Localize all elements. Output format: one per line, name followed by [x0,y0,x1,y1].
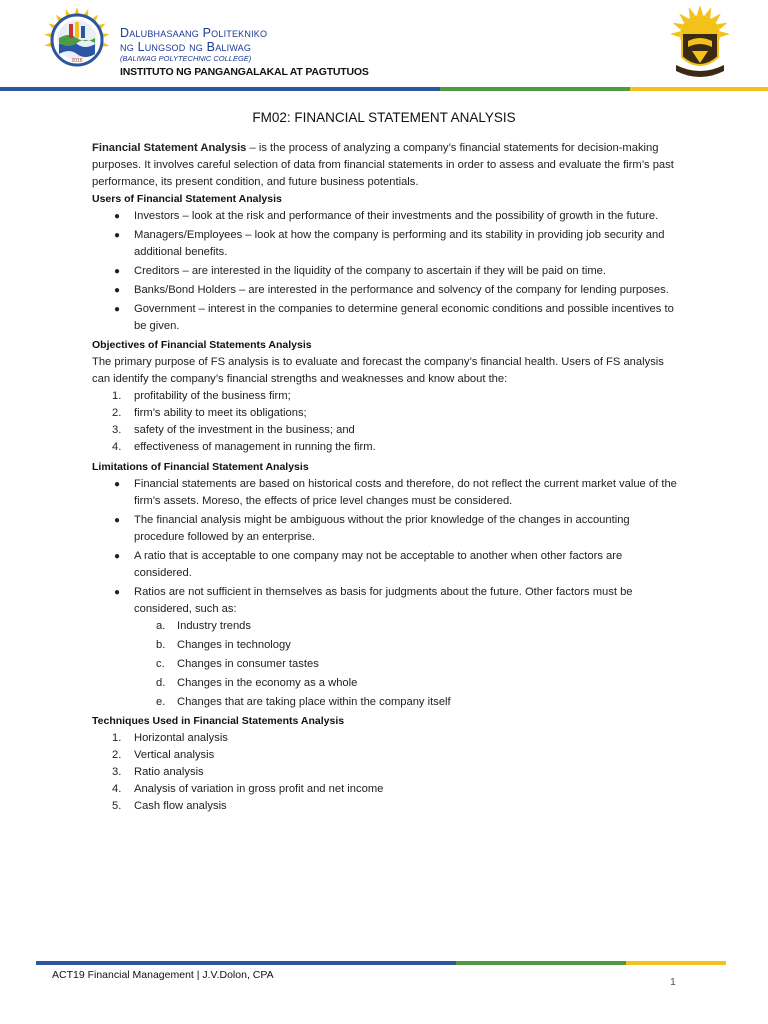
list-item: 3. Ratio analysis [112,766,204,778]
limitations-list [92,476,678,711]
intro-paragraph [92,140,678,191]
list-item: 2. Vertical analysis [112,749,215,761]
intro-text: – is the process of analyzing a company’s financial statements for decision-making purposes. It involves careful selection of data from financial statements in order to assess and evaluate the firm’s past performance, its present condition, and future business potentials. [92,142,674,188]
limitations-heading: Limitations of Financial Statement Analysis [92,461,309,473]
college-seal-logo [44,7,110,73]
list-item: a. Industry trends [156,620,251,632]
header-stripe-yellow [630,87,768,91]
list-item: 2. firm’s ability to meet its obligations; [112,407,307,419]
objectives-paragraph: The primary purpose of FS analysis is to evaluate and forecast the company’s financial health. Users of FS analysis can identify the company’s financial strengths and weaknesses and know about the: [92,356,664,385]
list-item: ● Investors – look at the risk and performance of their investments and the possibility of growth in the future. [92,208,678,225]
list-item: 5. Cash flow analysis [112,800,227,812]
bullet-icon: ● [114,479,121,490]
college-name-english: (BALIWAG POLYTECHNIC COLLEGE) [120,54,252,63]
list-item: 4. effectiveness of management in running the firm. [112,441,376,453]
document-title: FM02: FINANCIAL STATEMENT ANALYSIS [252,110,516,125]
document-body [92,140,678,818]
page-number: 1 [670,976,676,988]
footer-stripe-blue [36,961,456,965]
footer-stripe-yellow [626,961,726,965]
list-item: ● Creditors – are interested in the liquidity of the company to ascertain if they will be paid on time. [92,263,678,280]
logo-year: 2016 [71,58,83,64]
list-item: ● Managers/Employees – look at how the company is performing and its stability in providing job security and additional benefits. [114,229,665,258]
list-item: e. Changes that are taking place within the company itself [156,696,451,708]
bullet-icon: ● [114,266,121,277]
bullet-icon: ● [114,230,121,241]
objectives-list [92,388,678,456]
bullet-icon: ● [114,285,121,296]
list-item: b. Changes in technology [156,639,291,651]
list-item: d. Changes in the economy as a whole [156,677,358,689]
page-header [0,0,768,95]
list-item: 4. Analysis of variation in gross profit and net income [112,783,384,795]
factors-sublist [134,618,678,711]
list-item: ● Financial statements are based on historical costs and therefore, do not reflect the current market value of the firm’s assets. Moreso, the effects of price level changes must be considered. [114,478,677,507]
list-item: 1. Horizontal analysis [112,732,228,744]
header-stripe-blue [0,87,440,91]
list-item: 1. profitability of the business firm; [112,390,291,402]
footer-text: ACT19 Financial Management | J.V.Dolon, CPA [52,969,274,981]
bullet-icon: ● [114,551,121,562]
list-item: 3. safety of the investment in the business; and [112,424,355,436]
list-item: c. Changes in consumer tastes [156,658,319,670]
institute-crest-logo [670,5,730,83]
objectives-heading: Objectives of Financial Statements Analysis [92,339,312,351]
bullet-icon: ● [114,515,121,526]
college-name-line1: Dalubhasaang Politekniko [120,26,268,40]
list-item: ● Banks/Bond Holders – are interested in the performance and solvency of the company for lending purposes. [92,282,678,299]
list-item: ● The financial analysis might be ambiguous without the prior knowledge of the changes in accounting procedure followed by an enterprise. [114,514,630,543]
college-name-line2: ng Lungsod ng Baliwag [120,40,252,54]
bullet-icon: ● [114,211,121,222]
bullet-icon: ● [114,587,121,598]
users-heading: Users of Financial Statement Analysis [92,193,282,205]
list-item: ● A ratio that is acceptable to one company may not be acceptable to another when other factors are considered. [114,550,623,579]
bullet-icon: ● [114,304,121,315]
list-item: ● Ratios are not sufficient in themselves as basis for judgments about the future. Other factors must be considered, such as: a. Industry trends b. Changes in technology c. Changes in consumer tastes d. Changes in the economy as a whole e. Changes that are taking place within the company itself [92,584,678,711]
header-stripe-green [440,87,630,91]
footer-stripe-green [456,961,626,965]
users-list [92,208,678,335]
list-item: ● Government – interest in the companies to determine general economic conditions and possible incentives to be given. [114,303,674,332]
techniques-heading: Techniques Used in Financial Statements Analysis [92,715,345,727]
intro-term: Financial Statement Analysis [92,142,247,154]
institute-name: INSTITUTO NG PANGANGALAKAL AT PAGTUTUOS [120,66,369,78]
techniques-list [92,730,678,815]
